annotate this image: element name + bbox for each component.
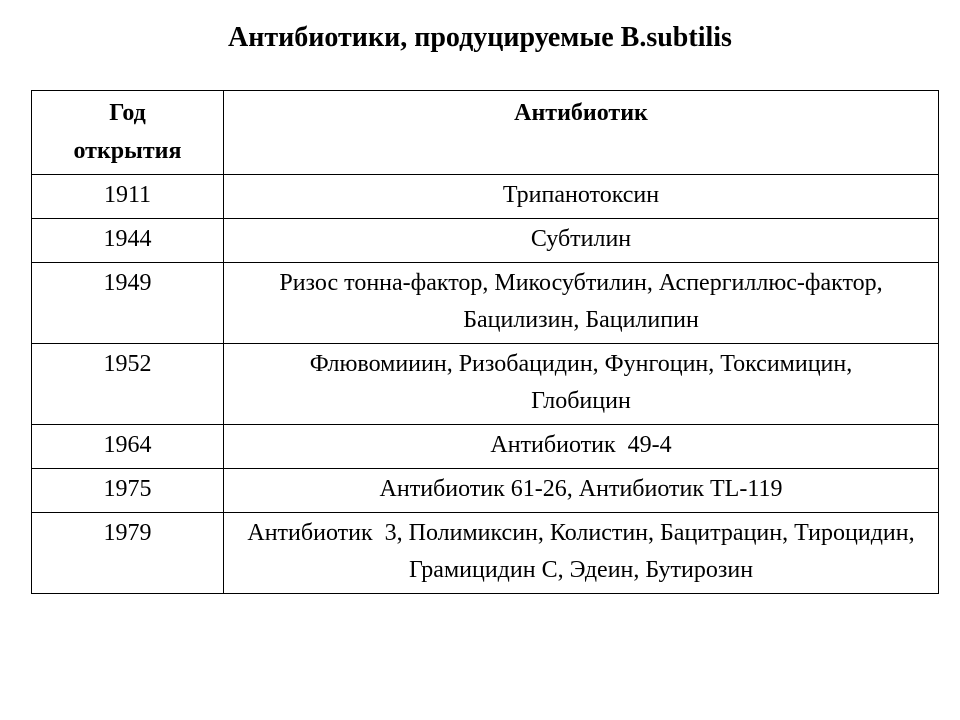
year-cell: 1944 bbox=[32, 219, 224, 263]
antibiotic-cell: Трипанотоксин bbox=[224, 175, 939, 219]
year-cell: 1964 bbox=[32, 425, 224, 469]
antibiotics-table bbox=[31, 90, 939, 594]
year-cell: 1952 bbox=[32, 344, 224, 425]
table-row bbox=[32, 175, 939, 219]
table-header-row bbox=[32, 91, 939, 175]
year-cell: 1975 bbox=[32, 469, 224, 513]
year-cell: 1949 bbox=[32, 263, 224, 344]
header-antibiotic: Антибиотик bbox=[224, 91, 939, 175]
antibiotic-cell: Ризос тонна-фактор, Микосубтилин, Аспергиллюс-фактор, Бацилизин, Бацилипин bbox=[224, 263, 939, 344]
page-title: Антибиотики, продуцируемые B.subtilis bbox=[228, 22, 732, 53]
antibiotic-cell: Антибиотик 49-4 bbox=[224, 425, 939, 469]
table-row bbox=[32, 344, 939, 425]
year-cell: 1911 bbox=[32, 175, 224, 219]
antibiotic-cell: Субтилин bbox=[224, 219, 939, 263]
year-cell: 1979 bbox=[32, 513, 224, 594]
table-row bbox=[32, 469, 939, 513]
antibiotic-cell: Флювомииин, Ризобацидин, Фунгоцин, Токсимицин, Глобицин bbox=[224, 344, 939, 425]
table-row bbox=[32, 425, 939, 469]
table-row bbox=[32, 263, 939, 344]
antibiotic-cell: Антибиотик 61-26, Антибиотик TL-119 bbox=[224, 469, 939, 513]
table-row bbox=[32, 219, 939, 263]
antibiotic-cell: Антибиотик 3, Полимиксин, Колистин, Бацитрацин, Тироцидин, Грамицидин С, Эдеин, Бутирозин bbox=[224, 513, 939, 594]
header-year: Год открытия bbox=[32, 91, 224, 175]
table-row bbox=[32, 513, 939, 594]
